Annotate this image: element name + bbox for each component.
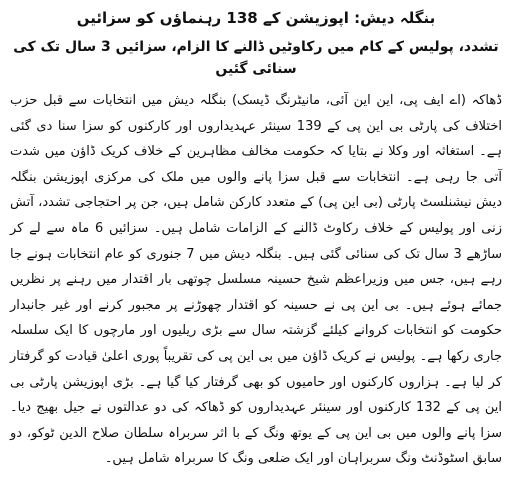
- subheadline: تشدد، پولیس کے کام میں رکاوٹیں ڈالنے کا الزام، سزائیں 3 سال تک کی سنائی گئیں: [13, 39, 499, 77]
- article-body: ڈھاکہ (اے ایف پی، این این آئی، مانیٹرنگ ڈیسک) بنگلہ دیش میں انتخابات سے قبل حزب اختلاف کی پارٹی بی این پی کے 139 سینئر عہدیداروں اور کارکنوں کو سزا سنا دی گئی ہے۔ استغاثہ اور وکلا نے بتایا کہ حکومت مخالف مظاہرین کے خلاف کریک ڈاؤن میں شدت آتی جا رہی ہے۔ انتخابات سے قبل سزا پانے والوں میں ملک کی مرکزی اپوزیشن بنگلہ دیش نیشنلسٹ پارٹی (بی این پی) کے متعدد کارکن شامل ہیں، جن پر احتجاجی تشدد، آتش زنی اور پولیس کے خلاف رکاوٹ ڈالنے کے الزامات شامل ہیں۔ سزائیں 6 ماہ سے لے کر ساڑھے 3 سال تک کی سنائی گئی ہیں۔ بنگلہ دیش میں 7 جنوری کو عام انتخابات ہونے جا رہے ہیں، جس میں وزیراعظم شیخ حسینہ مسلسل چوتھی بار اقتدار میں رہنے پر نظریں جمائے ہوئے ہیں۔ بی این پی نے حسینہ کو اقتدار چھوڑنے پر مجبور کرنے اور غیر جانبدار حکومت کو انتخابات کروانے کیلئے گزشتہ سال سے بڑی ریلیوں اور مارچوں کا ایک سلسلہ جاری رکھا ہے۔ پولیس نے کریک ڈاؤن میں بی این پی کی تقریباً پوری اعلیٰ قیادت کو گرفتار کر لیا ہے۔ ہزاروں کارکنوں اور حامیوں کو بھی گرفتار کیا گیا ہے۔ بڑی اپوزیشن پارٹی بی این پی کے 132 کارکنوں اور سینئر عہدیداروں کو ڈھاکہ کی دو عدالتوں نے جیل بھیج دیا۔ سزا پانے والوں میں بی این پی کے یوتھ ونگ کے با اثر سربراہ سلطان صلاح الدین ٹوکو، دو سابق اسٹوڈنٹ ونگ سربراہان اور ایک ضلعی ونگ کا سربراہ شامل ہیں۔: [10, 93, 502, 467]
- headline: بنگلہ دیش: اپوزیشن کے 138 رہنماؤں کو سزائیں: [76, 9, 436, 27]
